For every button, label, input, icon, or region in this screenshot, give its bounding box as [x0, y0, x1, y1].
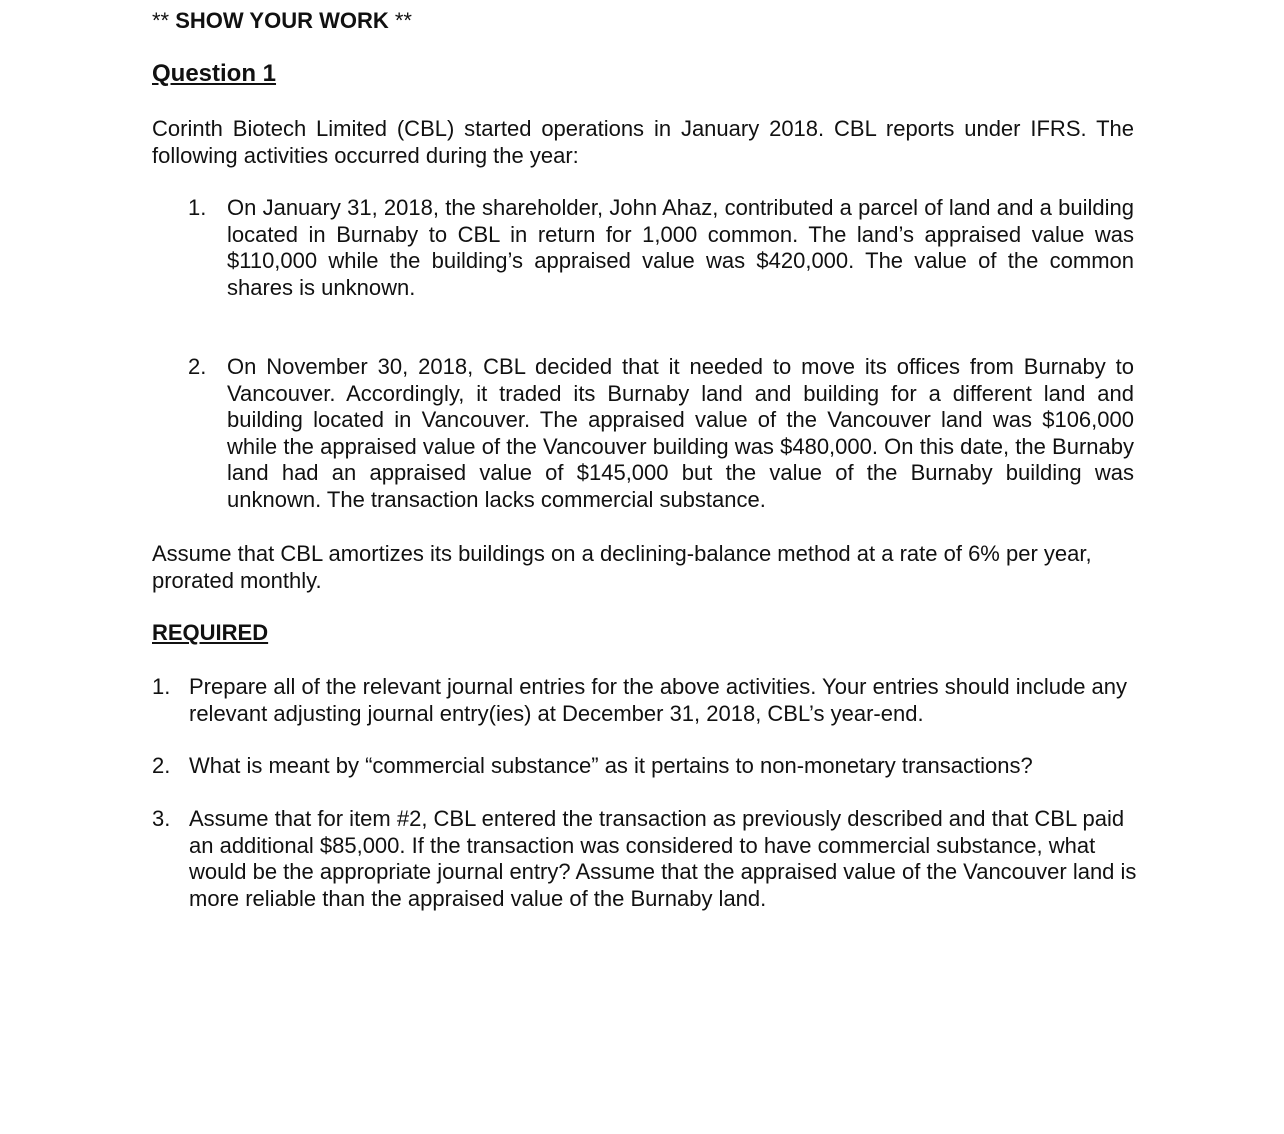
required-item-2 [152, 753, 1142, 780]
assumption-paragraph: Assume that CBL amortizes its buildings on a declining-balance method at a rate of 6% per year, prorated monthly. [152, 541, 1092, 593]
intro-paragraph: Corinth Biotech Limited (CBL) started operations in January 2018. CBL reports under IFRS. The following activities occurred during the year: [152, 116, 1134, 168]
header-label: SHOW YOUR WORK [175, 8, 389, 33]
required-number: 2. [152, 753, 171, 778]
required-item-1 [152, 674, 1142, 727]
activity-text: On November 30, 2018, CBL decided that it needed to move its offices from Burnaby to Vancouver. Accordingly, it traded its Burnaby land and building for a different land and building located in Vancouver. The appraised value of the Vancouver land was $106,000 while the appraised value of the Vancouver building was $480,000. On this date, the Burnaby land had an appraised value of $145,000 but the value of the Burnaby building was unknown. The transaction lacks commercial substance. [227, 354, 1134, 512]
activity-item-2 [188, 354, 1134, 513]
activity-text: On January 31, 2018, the shareholder, John Ahaz, contributed a parcel of land and a building located in Burnaby to CBL in return for 1,000 common. The land’s appraised value was $110,000 while the building’s appraised value was $420,000. The value of the common shares is unknown. [227, 195, 1134, 300]
required-number: 3. [152, 806, 171, 831]
header-stars-right: ** [394, 8, 412, 33]
header-stars-left: ** [152, 8, 170, 33]
required-text: Prepare all of the relevant journal entries for the above activities. Your entries should include any relevant adjusting journal entry(ies) at December 31, 2018, CBL’s year-end. [189, 674, 1128, 726]
required-text: Assume that for item #2, CBL entered the transaction as previously described and that CBL paid an additional $85,000. If the transaction was considered to have commercial substance, what would be the appropriate journal entry? Assume that the appraised value of the Vancouver land is more reliable than the appraised value of the Burnaby land. [189, 806, 1137, 911]
question-title: Question 1 [152, 60, 277, 87]
required-item-3 [152, 806, 1142, 912]
required-heading: REQUIRED [152, 620, 269, 645]
activity-number: 1. [188, 195, 207, 220]
required-text: What is meant by “commercial substance” as it pertains to non-monetary transactions? [189, 753, 1033, 778]
required-number: 1. [152, 674, 171, 699]
activity-item-1 [188, 195, 1134, 301]
activity-number: 2. [188, 354, 207, 379]
show-your-work-header [152, 8, 412, 34]
